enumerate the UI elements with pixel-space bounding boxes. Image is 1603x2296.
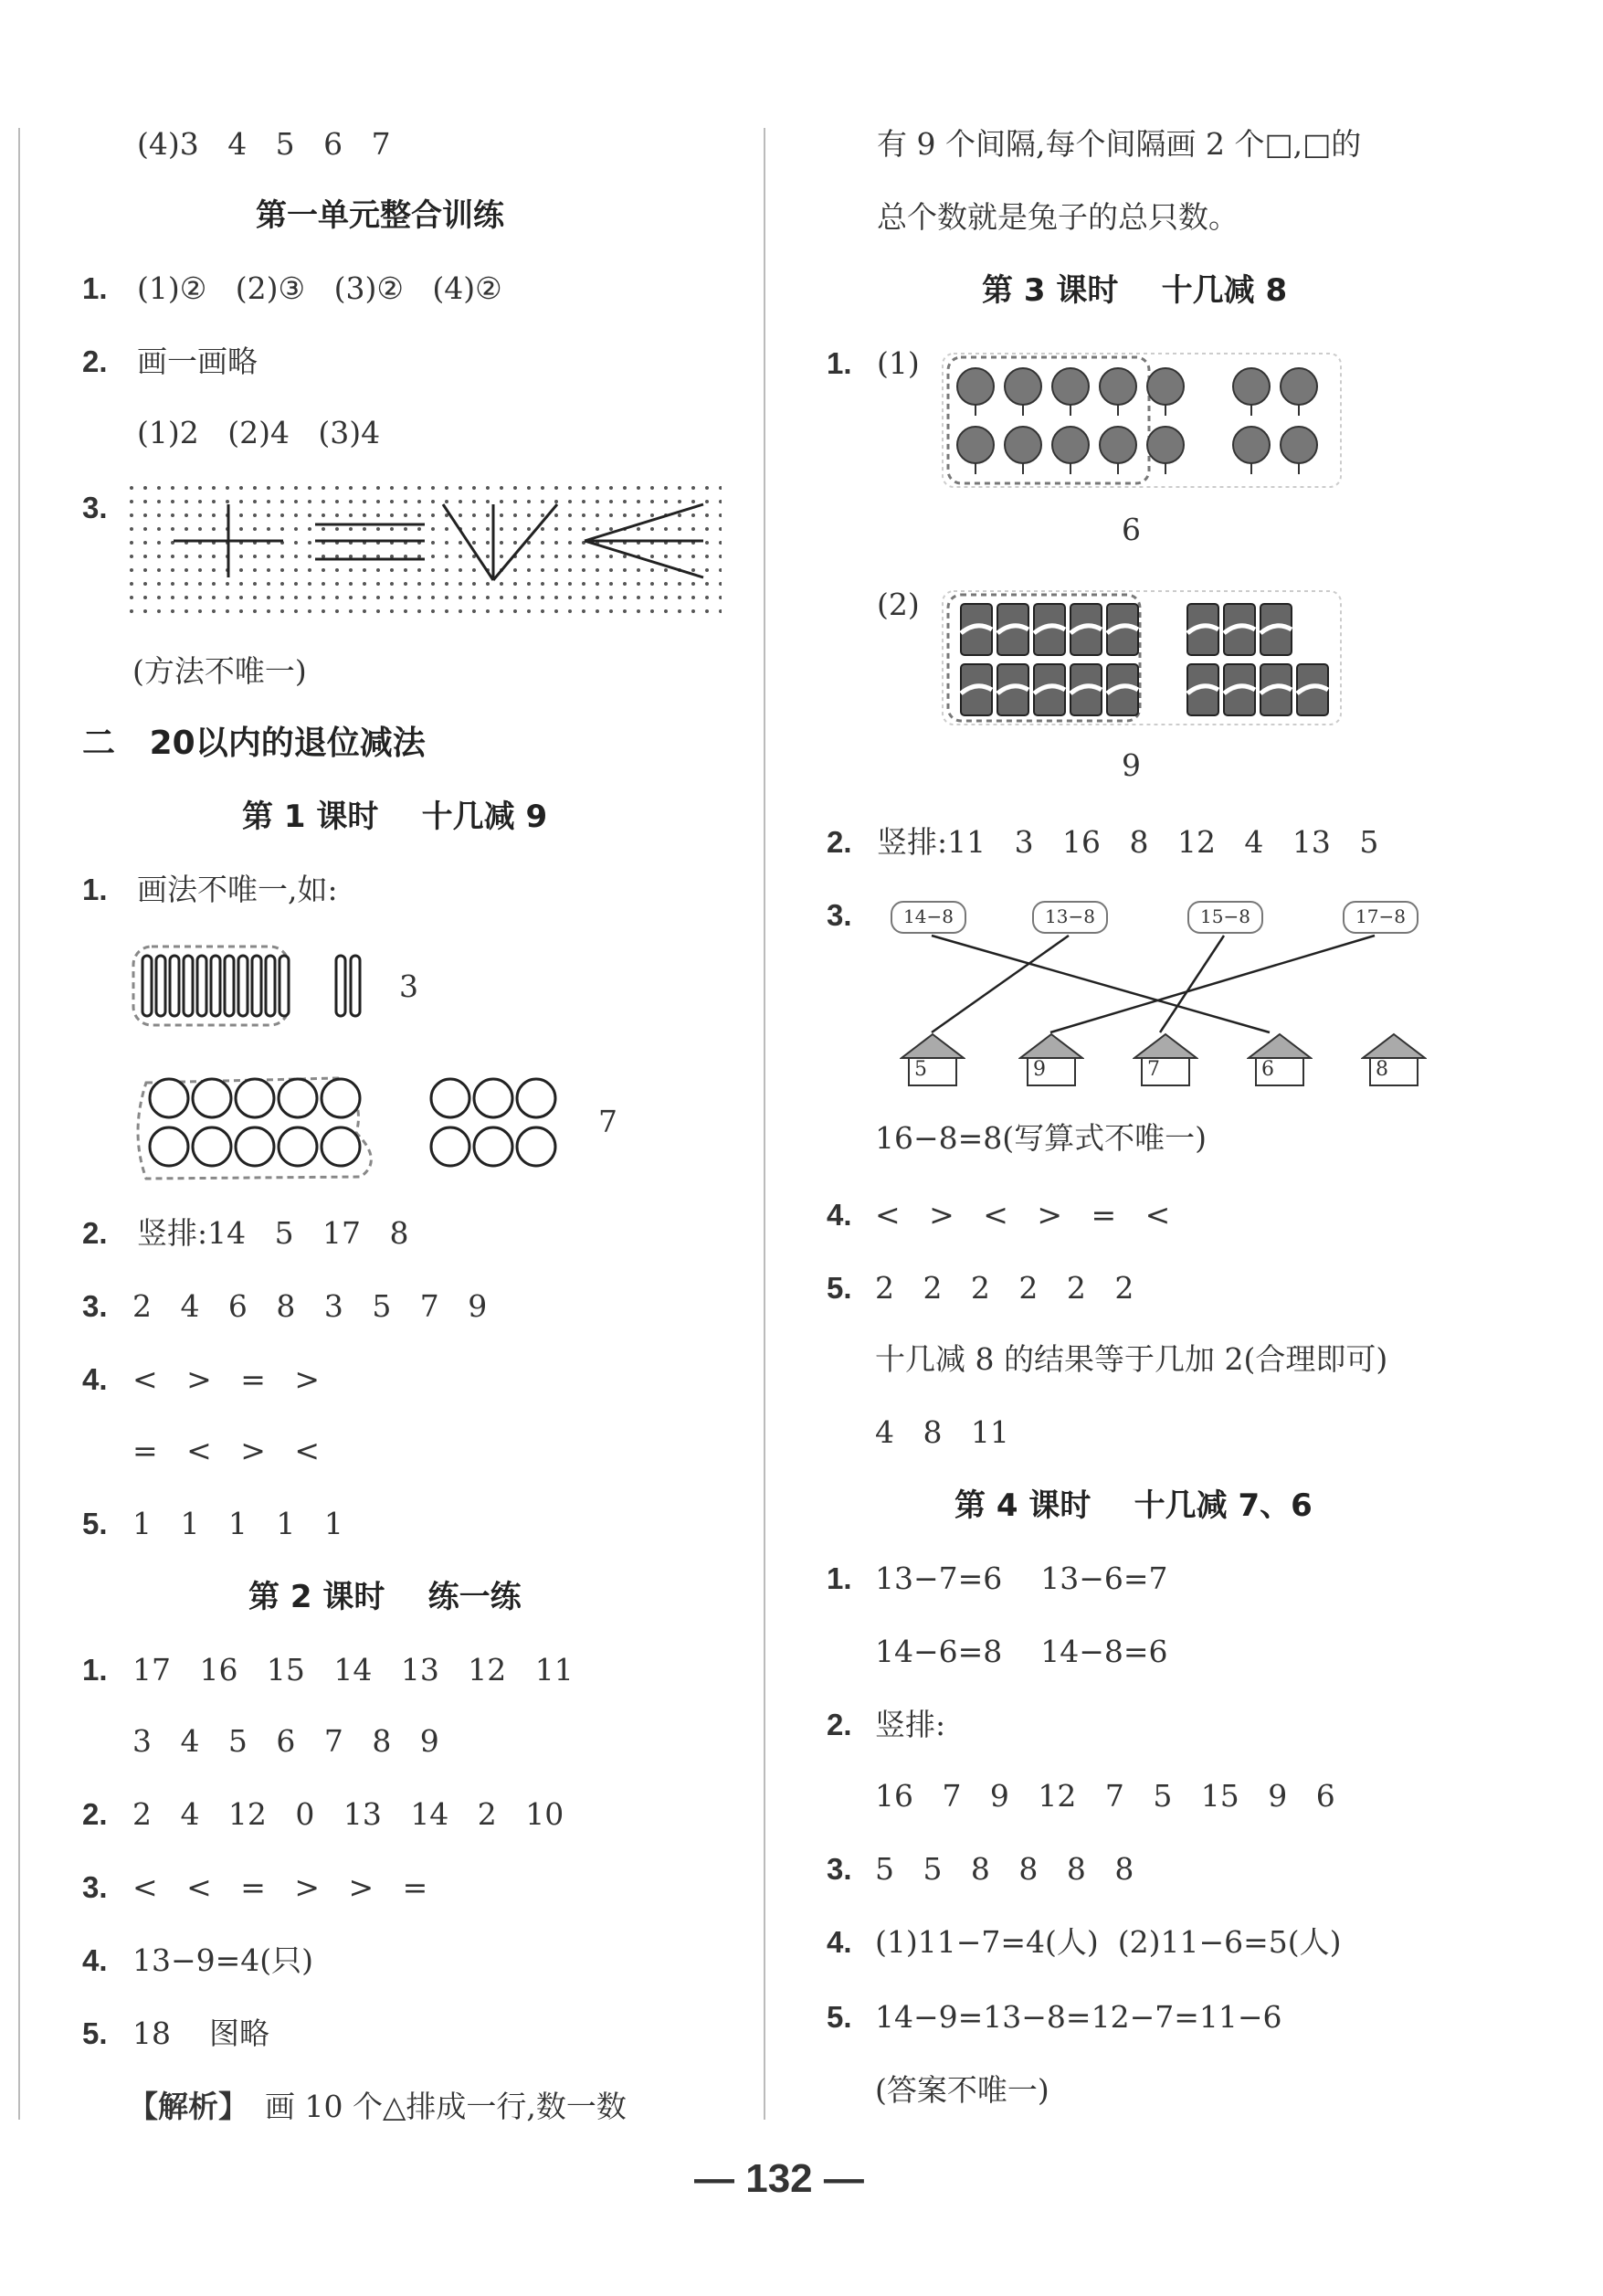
flower-icon — [1005, 368, 1041, 416]
l4q3-number: 3. — [827, 1852, 852, 1886]
l2q1-answer-row2: 3 4 5 6 7 8 9 — [132, 1723, 439, 1759]
house-number: 5 — [914, 1058, 927, 1081]
l2q4-number: 4. — [82, 1943, 108, 1977]
left-margin-rule — [18, 128, 20, 2120]
l3q4-answer: < > < > = < — [875, 1197, 1171, 1233]
q1-number: 1. — [82, 271, 108, 305]
column-divider — [764, 128, 765, 2120]
l4q5-number: 5. — [827, 2000, 852, 2034]
l4q1-answer-row2: 14−6=8 14−8=6 — [875, 1634, 1168, 1669]
l3q3-number: 3. — [827, 898, 852, 932]
flower-icon — [1100, 368, 1136, 416]
l3q5-answer: 2 2 2 2 2 2 — [875, 1270, 1134, 1306]
cans-figure — [941, 589, 1343, 726]
l1q4-answer-row2: = < > < — [132, 1433, 321, 1468]
sticks-answer: 3 — [399, 968, 418, 1004]
l2q2-number: 2. — [82, 1797, 108, 1831]
section-title-2: 二 20以内的退位减法 — [82, 725, 426, 762]
flower-icon — [1233, 368, 1270, 416]
l4q4-answer: (1)11−7=4(人) (2)11−6=5(人) — [875, 1924, 1342, 1960]
l4q1-answer: 13−7=6 13−6=7 — [875, 1561, 1168, 1596]
sticks-figure — [128, 941, 402, 1032]
l2q2-answer: 2 4 12 0 13 14 2 10 — [132, 1796, 564, 1832]
l4q2-number: 2. — [827, 1708, 852, 1741]
flower-icon — [1147, 427, 1184, 474]
l3q1-part2-answer: 9 — [1122, 747, 1141, 783]
circles-figure — [128, 1069, 585, 1188]
flower-icon — [1052, 368, 1089, 416]
house-number: 8 — [1376, 1058, 1388, 1081]
lesson2-title: 第 2 课时 练一练 — [248, 1579, 522, 1615]
l1q1-text: 画法不唯一,如: — [137, 872, 338, 907]
house-number: 6 — [1261, 1058, 1274, 1081]
lesson4-title: 第 4 课时 十几减 7、6 — [954, 1487, 1313, 1524]
l4q5-answer: 14−9=13−8=12−7=11−6 — [875, 1999, 1282, 2035]
l3q1-part1-label: (1) — [877, 345, 920, 381]
expression-tag: 14−8 — [891, 901, 966, 934]
l3q3-equation: 16−8=8(写算式不唯一) — [875, 1120, 1208, 1156]
analysis-label: 【解析】 — [128, 2089, 248, 2124]
flower-icon — [1100, 427, 1136, 474]
l3q1-number: 1. — [827, 346, 852, 380]
l4q1-number: 1. — [827, 1561, 852, 1595]
house-icon — [1133, 1031, 1198, 1087]
l1q3-number: 3. — [82, 1289, 108, 1323]
flower-icon — [1005, 427, 1041, 474]
house-icon — [1018, 1031, 1084, 1087]
flower-icon — [957, 368, 994, 416]
l3q1-part2-label: (2) — [877, 587, 920, 622]
l2q3-answer: < < = > > = — [132, 1869, 428, 1905]
l1q4-number: 4. — [82, 1362, 108, 1396]
l3q5-values: 4 8 11 — [875, 1414, 1009, 1450]
l3q5-number: 5. — [827, 1271, 852, 1305]
q3-number: 3. — [82, 491, 108, 524]
house-number: 9 — [1033, 1058, 1046, 1081]
l3q2-answer: 竖排:11 3 16 8 12 4 13 5 — [877, 824, 1379, 860]
l4q4-number: 4. — [827, 1925, 852, 1959]
house-icon — [900, 1031, 965, 1087]
l4q2-answer: 16 7 9 12 7 5 15 9 6 — [875, 1778, 1335, 1814]
l2q5-number: 5. — [82, 2016, 108, 2050]
expression-tag: 13−8 — [1032, 901, 1108, 934]
page-number: — 132 — — [694, 2156, 864, 2201]
lesson3-title: 第 3 课时 十几减 8 — [982, 272, 1288, 309]
l3q5-rule: 十几减 8 的结果等于几加 2(合理即可) — [875, 1341, 1388, 1377]
expression-tag: 15−8 — [1187, 901, 1263, 934]
flower-icon — [957, 427, 994, 474]
l2q1-number: 1. — [82, 1653, 108, 1687]
l2q5-answer: 18 图略 — [132, 2016, 269, 2051]
dot-grid-figure — [128, 484, 722, 621]
l4q3-answer: 5 5 8 8 8 8 — [875, 1851, 1134, 1887]
house-icon — [1247, 1031, 1313, 1087]
house-number: 7 — [1147, 1058, 1160, 1081]
l3q4-number: 4. — [827, 1198, 852, 1232]
l1q2-number: 2. — [82, 1216, 108, 1250]
flower-icon — [1052, 427, 1089, 474]
flower-icon — [1281, 368, 1317, 416]
analysis-text: 画 10 个△排成一行,数一数 — [265, 2089, 627, 2124]
l1q4-answer: < > = > — [132, 1361, 321, 1397]
flowers-figure — [941, 352, 1343, 489]
l2q4-answer: 13−9=4(只) — [132, 1942, 314, 1978]
unit-title: 第一单元整合训练 — [256, 197, 504, 234]
expression-tag: 17−8 — [1343, 901, 1418, 934]
l3q2-number: 2. — [827, 825, 852, 859]
l4q2-label: 竖排: — [875, 1707, 946, 1742]
lesson1-title: 第 1 课时 十几减 9 — [242, 799, 548, 835]
l1q2-answer: 竖排:14 5 17 8 — [137, 1215, 409, 1251]
l2q1-answer: 17 16 15 14 13 12 11 — [132, 1652, 574, 1688]
analysis-cont-line2: 总个数就是兔子的总只数。 — [877, 199, 1239, 235]
q1-answer: (1)② (2)③ (3)② (4)② — [137, 270, 502, 306]
q2-sub-answer: (1)2 (2)4 (3)4 — [137, 415, 381, 450]
q3-note: (方法不唯一) — [132, 653, 307, 689]
house-icon — [1361, 1031, 1427, 1087]
analysis-cont-line1: 有 9 个间隔,每个间隔画 2 个□,□的 — [877, 126, 1362, 162]
l1q5-answer: 1 1 1 1 1 — [132, 1506, 343, 1541]
l1q5-number: 5. — [82, 1507, 108, 1540]
q2-number: 2. — [82, 344, 108, 378]
flower-icon — [1233, 427, 1270, 474]
l1q1-number: 1. — [82, 873, 108, 906]
prev-answer-line: (4)3 4 5 6 7 — [137, 126, 391, 162]
q2-answer: 画一画略 — [137, 344, 258, 379]
flower-icon — [1281, 427, 1317, 474]
flower-icon — [1147, 368, 1184, 416]
l1q3-answer: 2 4 6 8 3 5 7 9 — [132, 1288, 488, 1324]
l3q1-part1-answer: 6 — [1122, 512, 1141, 547]
l2q3-number: 3. — [82, 1870, 108, 1904]
circles-answer: 7 — [598, 1104, 617, 1139]
l4q5-note: (答案不唯一) — [875, 2072, 1049, 2108]
